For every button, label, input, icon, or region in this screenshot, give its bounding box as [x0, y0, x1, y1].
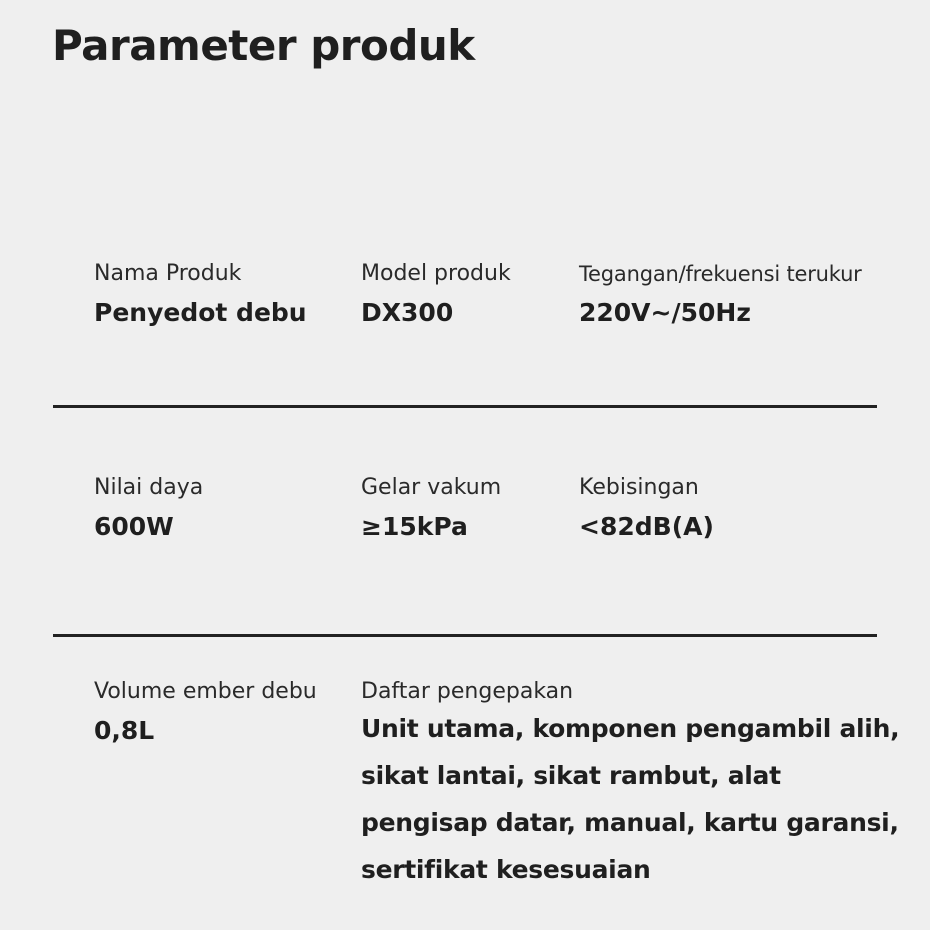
spec-value: 600W [94, 512, 174, 541]
spec-product-name [94, 260, 307, 328]
spec-label: Nilai daya [94, 475, 204, 500]
spec-value: 0,8L [94, 716, 155, 745]
spec-power-rating [94, 474, 203, 542]
spec-packing-list [361, 678, 901, 893]
spec-label: Daftar pengepakan [361, 679, 574, 704]
spec-rated-voltage-frequency [579, 260, 862, 328]
spec-label: Nama Produk [94, 261, 242, 286]
spec-vacuum-degree [361, 474, 501, 542]
spec-product-model [361, 260, 511, 328]
spec-value: DX300 [361, 298, 454, 327]
spec-label: Tegangan/frekuensi terukur [579, 262, 862, 286]
spec-dust-bin-volume [94, 678, 317, 746]
spec-value: 220V~/50Hz [579, 298, 751, 327]
spec-label: Model produk [361, 261, 511, 286]
spec-label: Volume ember debu [94, 679, 317, 704]
spec-value: ≥15kPa [361, 512, 468, 541]
row-divider [53, 405, 877, 408]
spec-value: <82dB(A) [579, 512, 714, 541]
row-divider [53, 634, 877, 637]
spec-value: Penyedot debu [94, 298, 307, 327]
spec-label: Gelar vakum [361, 475, 502, 500]
page-title: Parameter produk [52, 21, 475, 70]
spec-value: Unit utama, komponen pengambil alih, sikat lantai, sikat rambut, alat pengisap datar, manual, kartu garansi, sertifikat kesesuaian [361, 714, 900, 884]
spec-noise-level [579, 474, 714, 542]
spec-label: Kebisingan [579, 475, 699, 500]
